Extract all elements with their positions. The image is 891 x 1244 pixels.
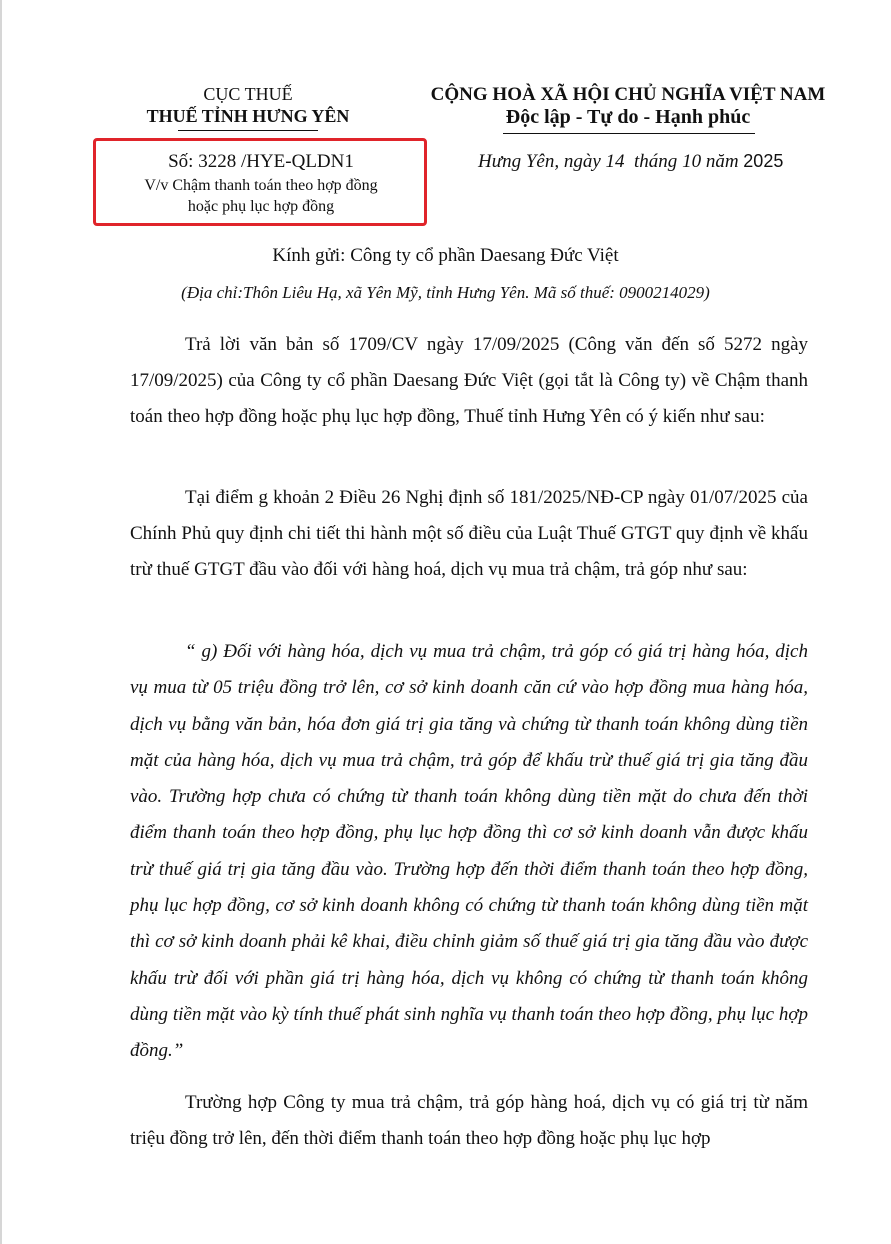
- document-subject-line-1: V/v Chậm thanh toán theo hợp đồng: [144, 177, 378, 194]
- body-paragraph-2: Tại điểm g khoản 2 Điều 26 Nghị định số 181/2025/NĐ-CP ngày 01/07/2025 của Chính Phủ quy định chi tiết thi hành một số điều của Luật Thuế GTGT quy định về khấu trừ thuế GTGT đầu vào đối với hàng hoá, dịch vụ mua trả chậm, trả góp như sau:: [130, 487, 808, 580]
- motto-underline: [503, 133, 755, 134]
- date-month-label: tháng: [624, 151, 683, 172]
- page-edge: [0, 0, 2, 1244]
- agency-parent-name: CỤC THUẾ: [203, 84, 293, 104]
- document-subject-line-2: hoặc phụ lục hợp đồng: [187, 198, 335, 215]
- date-prefix: Hưng Yên, ngày: [478, 151, 606, 172]
- legal-quote: “ g) Đối với hàng hóa, dịch vụ mua trả chậm, trả góp có giá trị hàng hóa, dịch vụ mua từ 05 triệu đồng trở lên, cơ sở kinh doanh căn cứ vào hợp đồng mua hàng hóa, dịch vụ bằng văn bản, hóa đơn giá trị gia tăng và chứng từ thanh toán không dùng tiền mặt của hàng hóa, dịch vụ mua trả chậm, trả góp để khấu trừ thuế giá trị gia tăng đầu vào. Trường hợp chưa có chứng từ thanh toán không dùng tiền mặt do chưa đến thời điểm thanh toán theo hợp đồng, phụ lục hợp đồng thì cơ sở kinh doanh vẫn được khấu trừ thuế giá trị gia tăng đầu vào. Trường hợp đến thời điểm thanh toán theo hợp đồng, phụ lục hợp đồng, cơ sở kinh doanh không có chứng từ thanh toán không dùng tiền mặt thì cơ sở kinh doanh phải kê khai, điều chỉnh giảm số thuế giá trị gia tăng đầu vào được khấu trừ đối với phần giá trị hàng hóa, dịch vụ không có chứng từ thanh toán không dùng tiền mặt vào kỳ tính thuế phát sinh nghĩa vụ thanh toán theo hợp đồng, phụ lục hợp đồng.”: [130, 641, 808, 1062]
- national-motto: Độc lập - Tự do - Hạnh phúc: [505, 106, 751, 128]
- agency-underline: [178, 130, 318, 131]
- national-title: CỘNG HOÀ XÃ HỘI CHỦ NGHĨA VIỆT NAM: [430, 84, 826, 105]
- body-paragraph-1: Trả lời văn bản số 1709/CV ngày 17/09/2025 (Công văn đến số 5272 ngày 17/09/2025) của Công ty cổ phần Daesang Đức Việt (gọi tắt là Công ty) về Chậm thanh toán theo hợp đồng hoặc phụ lục hợp đồng, Thuế tỉnh Hưng Yên có ý kiến như sau:: [130, 334, 808, 427]
- recipient-line: Kính gửi: Công ty cổ phần Daesang Đức Việt: [272, 245, 619, 266]
- recipient-address: (Địa chỉ:Thôn Liêu Hạ, xã Yên Mỹ, tỉnh Hưng Yên. Mã số thuế: 0900214029): [181, 283, 710, 302]
- body-paragraph-3: Trường hợp Công ty mua trả chậm, trả góp hàng hoá, dịch vụ có giá trị từ năm triệu đồng trở lên, đến thời điểm thanh toán theo hợp đồng hoặc phụ lục hợp: [130, 1092, 808, 1149]
- date-month: 10: [682, 151, 702, 172]
- date-year: 2025: [743, 151, 784, 171]
- issue-date: [478, 151, 783, 173]
- date-year-label: năm: [701, 151, 744, 172]
- document-number: Số: 3228 /HYE-QLDN1: [168, 151, 354, 172]
- date-day: 14: [605, 151, 625, 172]
- agency-name: THUẾ TỈNH HƯNG YÊN: [146, 106, 350, 126]
